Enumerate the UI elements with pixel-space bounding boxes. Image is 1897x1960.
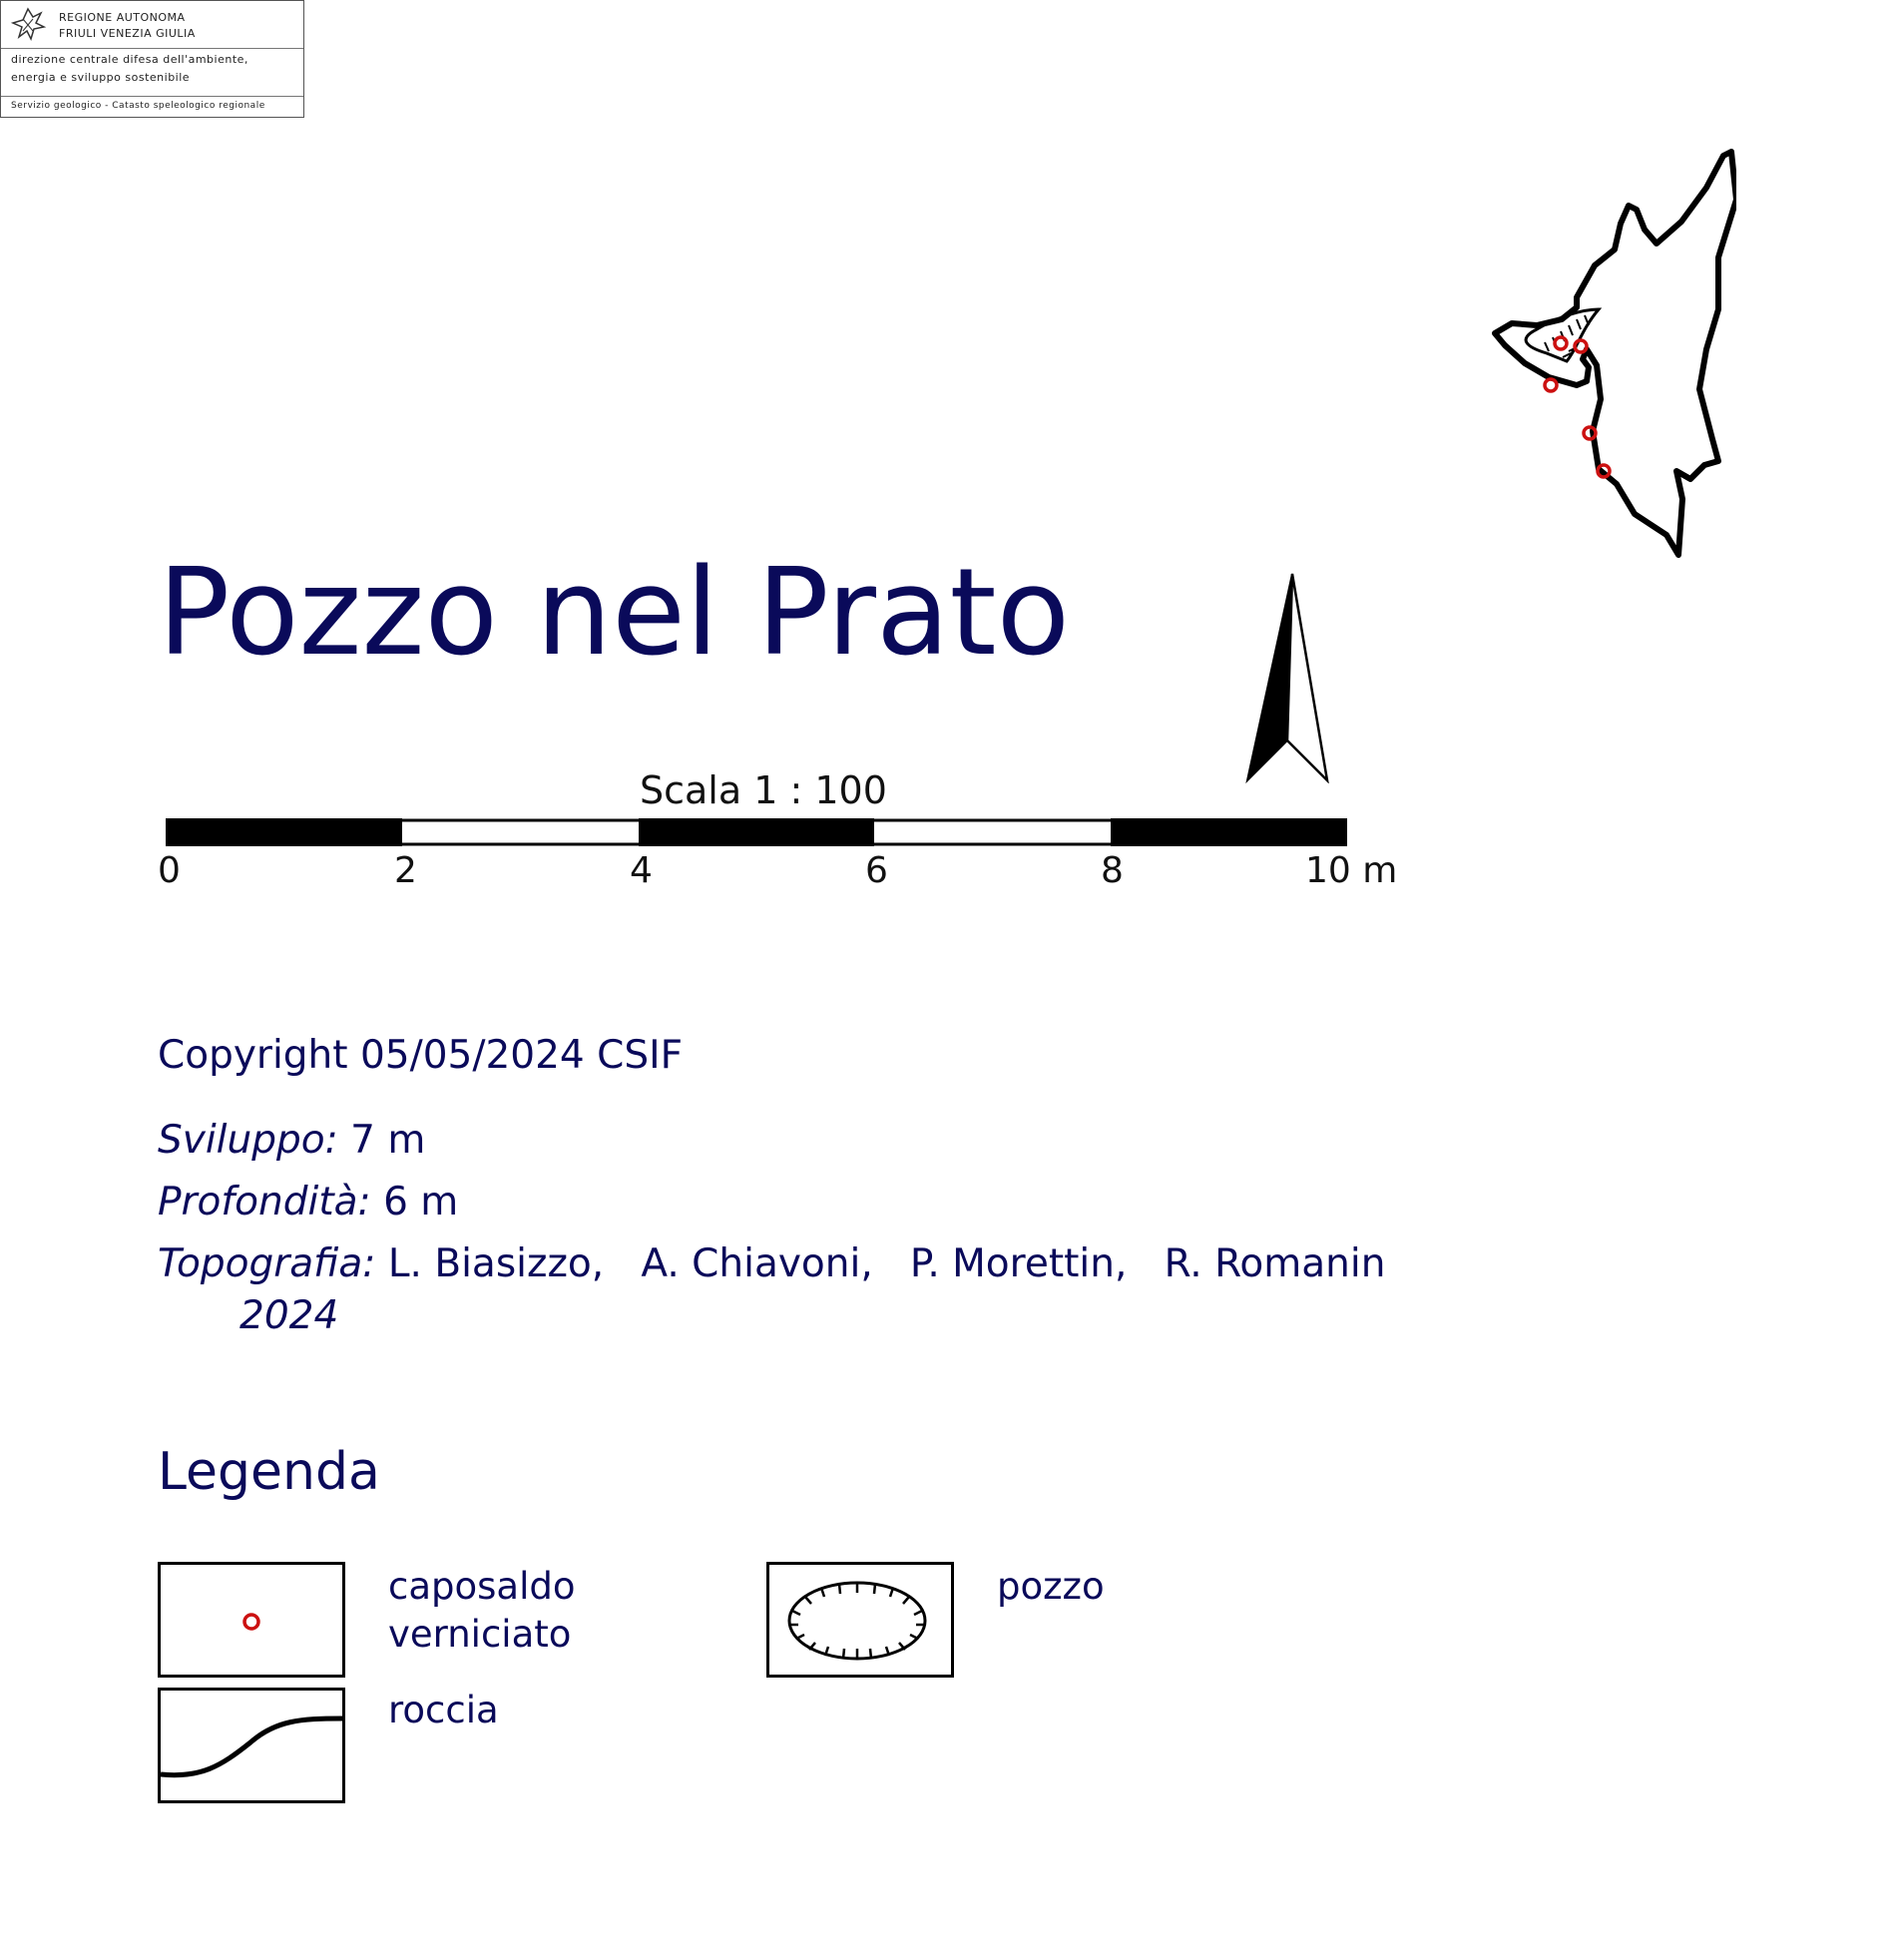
sviluppo-value: 7 m [350, 1118, 426, 1163]
institution-header [1, 1, 303, 49]
scale-tick-4: 4 [630, 850, 653, 891]
profondita-row [158, 1180, 458, 1225]
cave-outline [1495, 152, 1736, 555]
scale-label: Scala 1 : 100 [640, 768, 887, 812]
directorate-line-2: energia e sviluppo sostenibile [11, 71, 191, 84]
topografia-value: L. Biasizzo, A. Chiavoni, P. Morettin, R. Romanin [387, 1241, 1386, 1286]
scale-tick-0: 0 [158, 850, 181, 891]
institution-logo-box [0, 0, 304, 118]
legend-label-shaft: pozzo [997, 1565, 1105, 1608]
institution-line-1: REGIONE AUTONOMA [59, 11, 186, 24]
profondita-label: Profondità: [158, 1180, 371, 1225]
rock-wall-icon [161, 1691, 342, 1800]
institution-line-2: FRIULI VENEZIA GIULIA [59, 27, 196, 40]
sviluppo-row [158, 1118, 425, 1163]
north-arrow-icon [1237, 569, 1332, 783]
copyright-text: Copyright 05/05/2024 CSIF [158, 1033, 684, 1078]
scale-tick-6: 6 [865, 850, 888, 891]
shaft-icon [769, 1565, 951, 1675]
map-title: Pozzo nel Prato [158, 544, 1071, 683]
profondita-value: 6 m [383, 1180, 459, 1225]
legend-title: Legenda [158, 1442, 380, 1502]
topografia-row [158, 1241, 1385, 1286]
sviluppo-label: Sviluppo: [158, 1118, 338, 1163]
legend-label-rock: roccia [388, 1689, 499, 1731]
scale-tick-8: 8 [1101, 850, 1124, 891]
directorate-block [1, 48, 303, 97]
legend-label-survey-point: caposaldo verniciato [388, 1565, 576, 1656]
scale-bar [166, 818, 1347, 846]
topografia-year: 2024 [239, 1293, 339, 1338]
survey-point-icon [161, 1565, 342, 1675]
legend-swatch-survey-point [158, 1562, 345, 1678]
eagle-emblem-icon [9, 5, 47, 43]
scale-tick-10: 10 m [1305, 850, 1398, 891]
scale-tick-2: 2 [394, 850, 417, 891]
cave-plan-drawing [1377, 140, 1736, 579]
service-line: Servizio geologico - Catasto speleologico regionale [11, 101, 265, 111]
topografia-label: Topografia: [158, 1241, 376, 1286]
directorate-line-1: direzione centrale difesa dell'ambiente, [11, 53, 248, 66]
legend-swatch-rock [158, 1688, 345, 1803]
service-block [1, 96, 303, 119]
legend-swatch-shaft [766, 1562, 954, 1678]
